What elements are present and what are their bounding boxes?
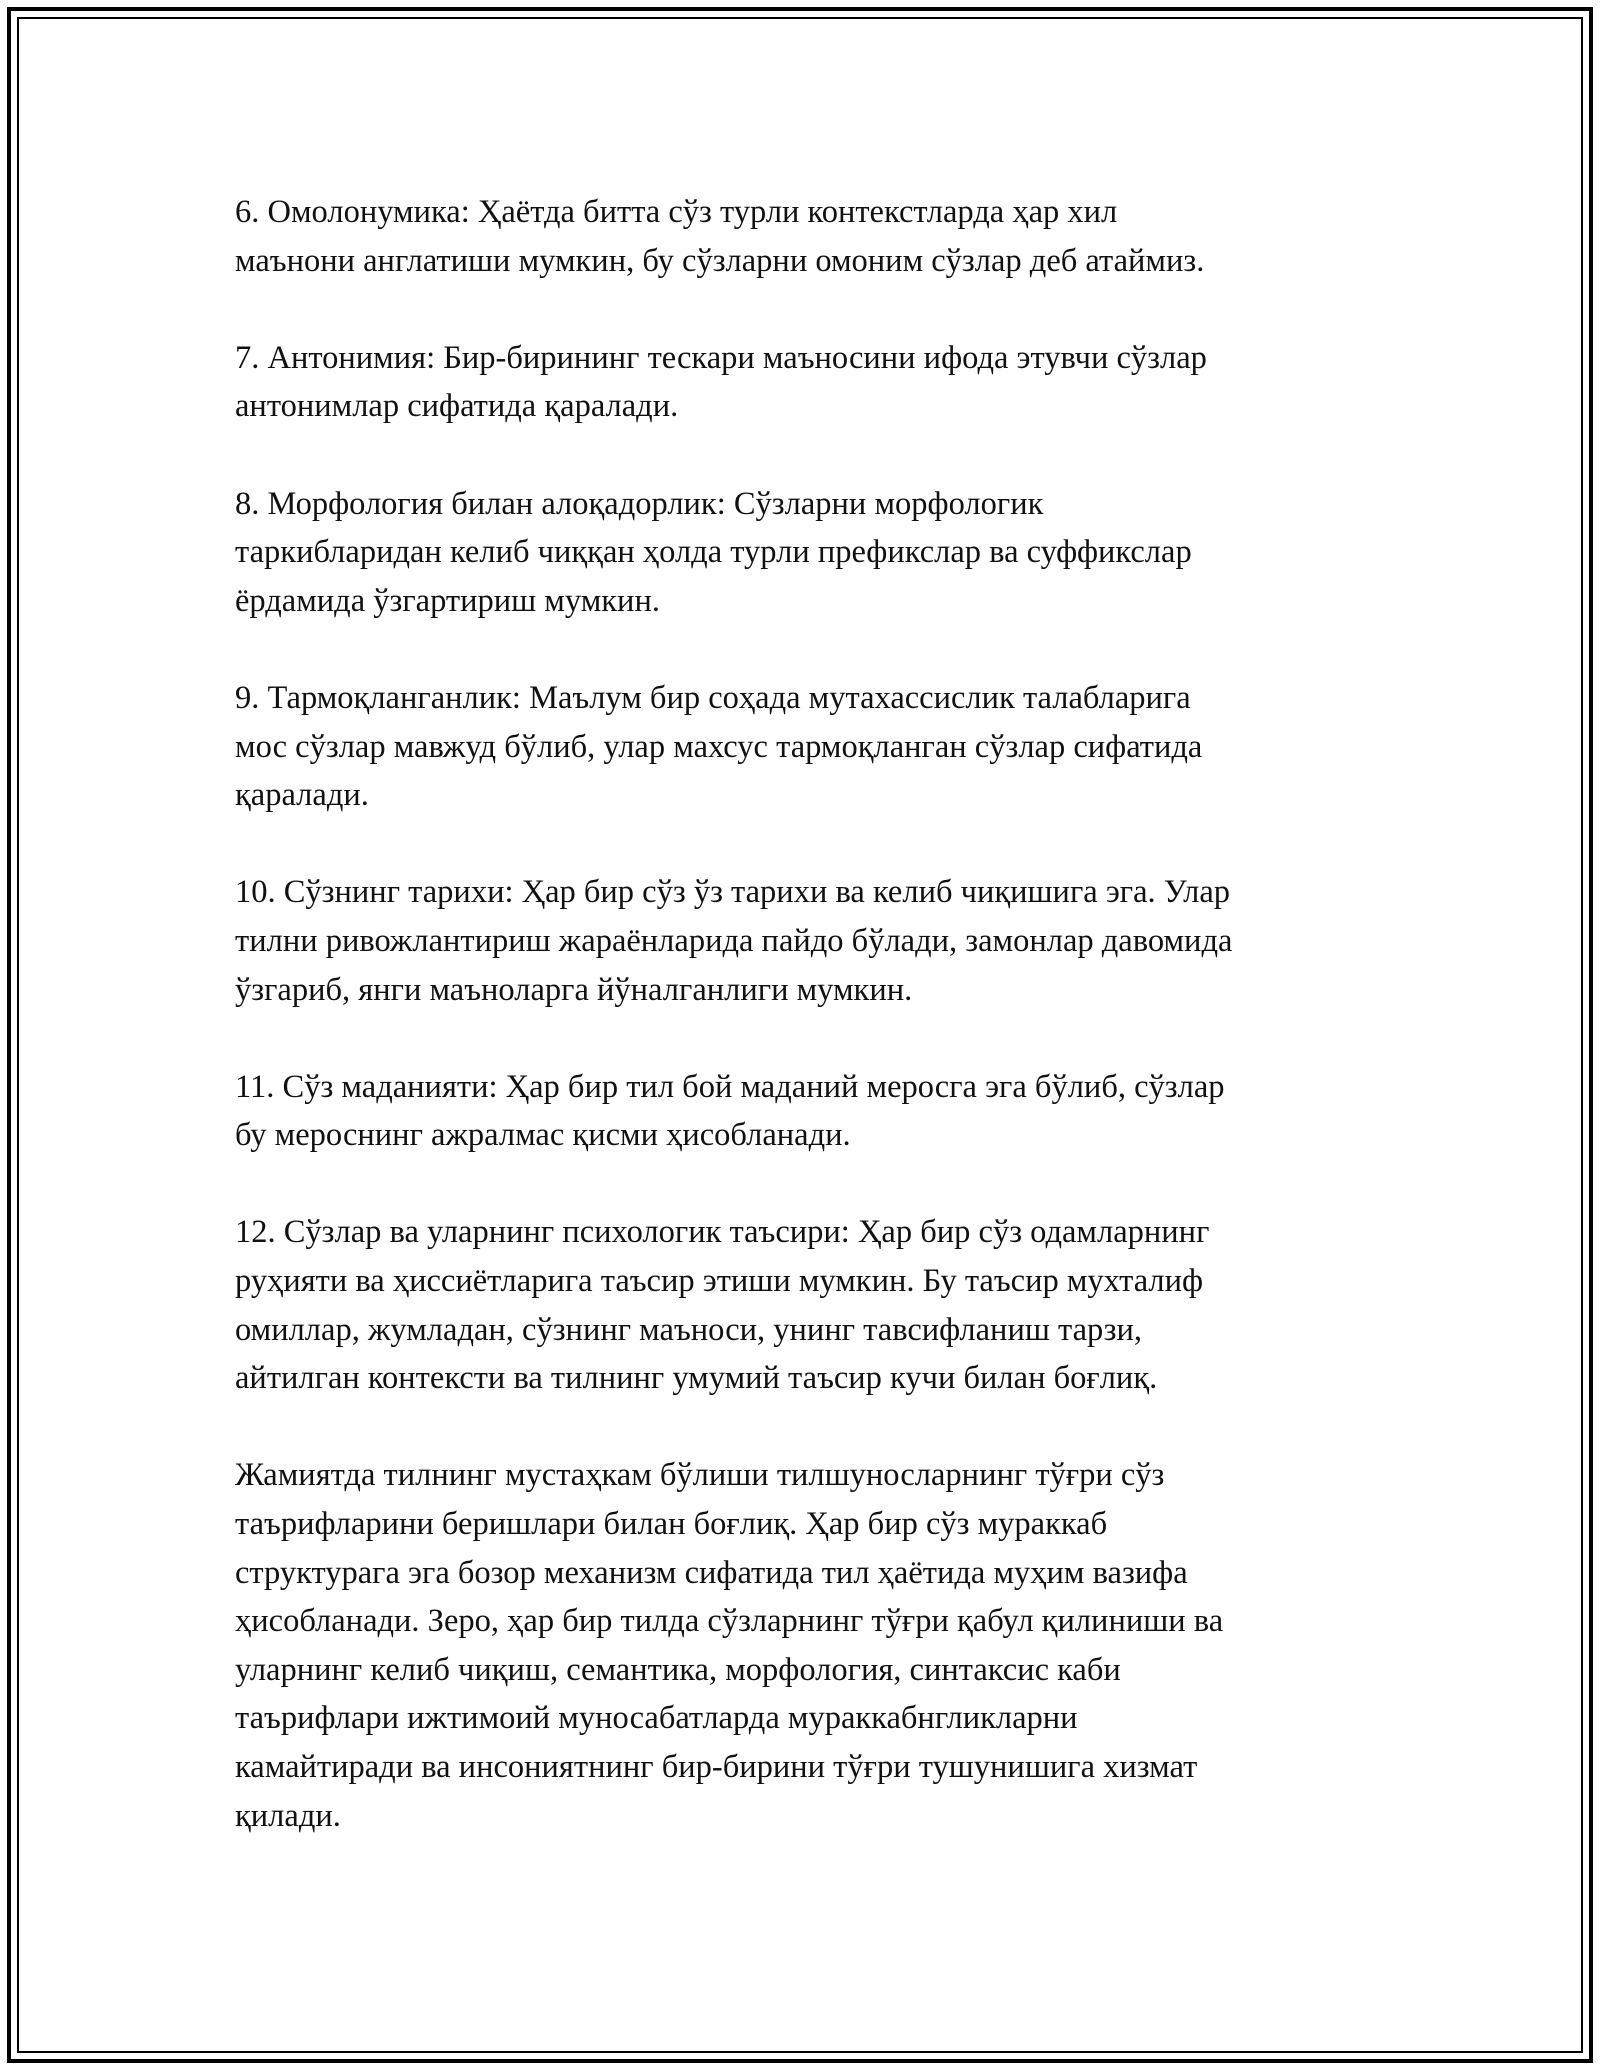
paragraph-psychological-effect (235, 1208, 1365, 1402)
paragraph-antonymy (235, 334, 1365, 431)
text-line: бу мероснинг ажралмас қисми ҳисобланади. (235, 1117, 851, 1154)
text-line: 8. Морфология билан алоқадорлик: Сўзларни морфологик (235, 485, 1044, 522)
text-line: қаралади. (235, 777, 369, 814)
paragraph-morphology (235, 480, 1365, 626)
text-line: 9. Тармоқланганлик: Маълум бир соҳада мутахассислик талабларига (235, 679, 1191, 716)
text-line: таркибларидан келиб чиққан ҳолда турли префикслар ва суффикслар (235, 534, 1192, 571)
text-line: ҳисобланади. Зеро, ҳар бир тилда сўзларнинг тўғри қабул қилиниши ва (235, 1603, 1224, 1640)
text-line: 6. Омолонумика: Ҳаётда битта сўз турли контекстларда ҳар хил (235, 194, 1118, 230)
text-line: 10. Сўзнинг тарихи: Ҳар бир сўз ўз тарихи ва келиб чиқишига эга. Улар (235, 874, 1231, 911)
paragraph-homonymy (235, 188, 1365, 285)
text-line: 7. Антонимия: Бир-бирининг тескари маъносини ифода этувчи сўзлар (235, 339, 1207, 376)
text-line: Жамиятда тилнинг мустаҳкам бўлиши тилшуносларнинг тўғри сўз (235, 1457, 1165, 1494)
text-line: қилади. (235, 1797, 341, 1834)
paragraph-word-history (235, 868, 1365, 1014)
text-line: омиллар, жумладан, сўзнинг маъноси, унинг тавсифланиш тарзи, (235, 1311, 1143, 1348)
text-line: ўзгариб, янги маъноларга йўналганлиги мумкин. (235, 971, 913, 1008)
text-line: 12. Сўзлар ва уларнинг психологик таъсири: Ҳар бир сўз одамларнинг (235, 1214, 1210, 1251)
text-line: антонимлар сифатида қаралади. (235, 388, 679, 425)
text-line: 11. Сўз маданияти: Ҳар бир тил бой маданий меросга эга бўлиб, сўзлар (235, 1068, 1225, 1105)
text-line: структурага эга бозор механизм сифатида тил ҳаётида муҳим вазифа (235, 1554, 1188, 1591)
text-line: таърифларини беришлари билан боғлиқ. Ҳар бир сўз мураккаб (235, 1506, 1108, 1543)
text-line: уларнинг келиб чиқиш, семантика, морфология, синтаксис каби (235, 1651, 1121, 1688)
text-line: тилни ривожлантириш жараёнларида пайдо бўлади, замонлар давомида (235, 922, 1233, 959)
text-line: маънони англатиши мумкин, бу сўзларни омоним сўзлар деб атаймиз. (235, 242, 1205, 279)
paragraph-word-culture (235, 1063, 1365, 1160)
text-line: айтилган контексти ва тилнинг умумий таъсир кучи билан боғлиқ. (235, 1360, 1158, 1397)
text-line: камайтиради ва инсониятнинг бир-бирини тўғри тушунишига хизмат (235, 1749, 1198, 1785)
document-body (235, 188, 1365, 1889)
text-line: руҳияти ва ҳиссиётларига таъсир этиши мумкин. Бу таъсир мухталиф (235, 1263, 1204, 1300)
text-line: ёрдамида ўзгартириш мумкин. (235, 582, 660, 619)
paragraph-specialization (235, 674, 1365, 820)
text-line: таърифлари ижтимоий муносабатларда мураккабнгликларни (235, 1700, 1078, 1737)
text-line: мос сўзлар мавжуд бўлиб, улар махсус тармоқланган сўзлар сифатида (235, 728, 1203, 765)
paragraph-conclusion (235, 1451, 1365, 1840)
